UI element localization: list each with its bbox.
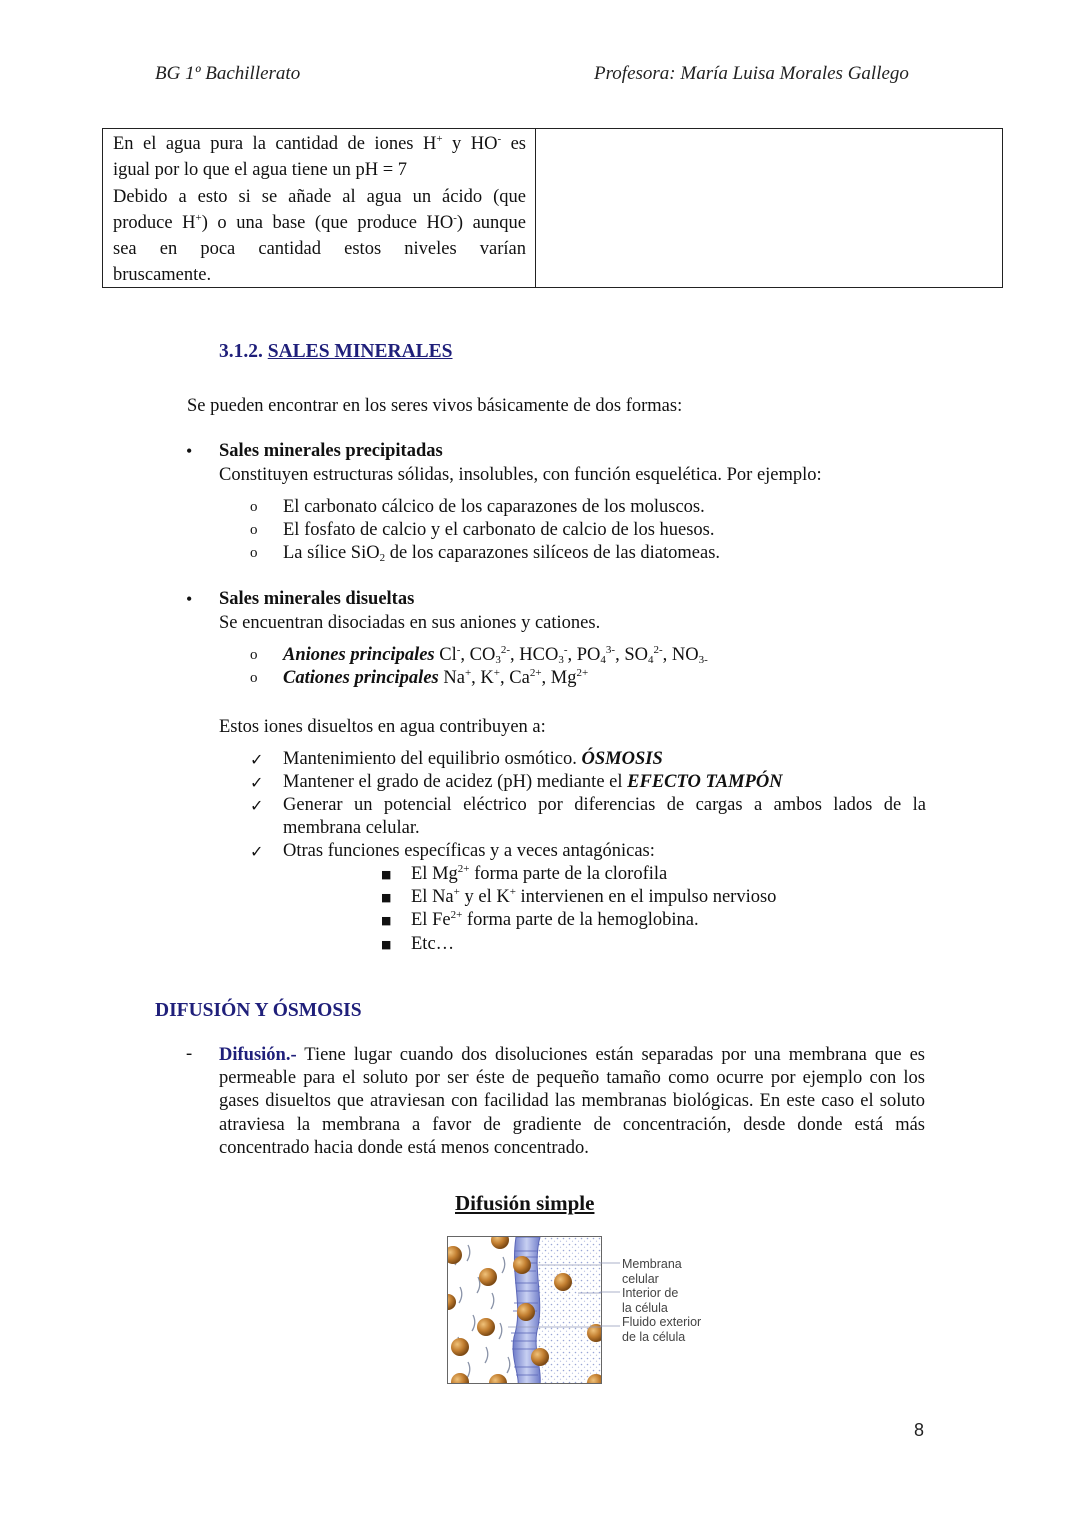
list-item: ■ El $Fe^{2+}$ forma parte de la hemoglobina. bbox=[381, 909, 776, 932]
precipitadas-title: Sales minerales precipitadas bbox=[219, 441, 443, 461]
label-interior: Interior de bbox=[622, 1286, 679, 1300]
label-membrana: Membrana bbox=[622, 1257, 682, 1271]
label-fluido: Fluido exterior bbox=[622, 1315, 702, 1329]
list-item: o El carbonato cálcico de los caparazones de los moluscos. bbox=[250, 497, 705, 517]
list-item: o La sílice SiO$_2$ de los caparazones silíceos de las diatomeas. bbox=[250, 543, 721, 564]
list-item: o El fosfato de calcio y el carbonato de calcio de los huesos. bbox=[250, 520, 715, 540]
label-membrana-2: celular bbox=[622, 1271, 659, 1286]
list-item: ■ El Na+ y el K+ intervienen en el impulso nervioso bbox=[381, 886, 776, 909]
specific-functions-list bbox=[381, 863, 776, 956]
table-cell-left bbox=[103, 129, 536, 287]
bullet-icon: • bbox=[186, 589, 193, 609]
section-intro: Se pueden encontrar en los seres vivos básicamente de dos formas: bbox=[187, 396, 683, 416]
bullet-icon: • bbox=[186, 441, 193, 461]
circle-bullet-icon: o bbox=[250, 499, 258, 515]
square-bullet-icon: ■ bbox=[381, 868, 392, 881]
table-line: Debido a esto si se añade al agua un ácido (que bbox=[113, 186, 526, 207]
page-number: 8 bbox=[914, 1420, 925, 1440]
ions-list bbox=[250, 644, 708, 690]
table-line: produce H+) o una base (que produce HO-) aunque bbox=[113, 211, 526, 233]
table-line: igual por lo que el agua tiene un pH = 7 bbox=[113, 160, 408, 181]
label-fluido-2: de la célula bbox=[622, 1329, 686, 1344]
circle-bullet-icon: o bbox=[250, 545, 258, 561]
precipitadas-text: Constituyen estructuras sólidas, insolubles, con función esquelética. Por ejemplo: bbox=[219, 465, 822, 485]
disueltas-title: Sales minerales disueltas bbox=[219, 589, 415, 609]
ph-table bbox=[102, 128, 1003, 288]
anions-item: o Aniones principales Cl-, $CO_3^{2-}$, $HCO_3^-$, $PO_4^{3-}$, $SO_4^{2-}$, $NO_{3-}$ bbox=[250, 644, 708, 666]
circle-bullet-icon: o bbox=[250, 522, 258, 538]
table-line: sea en poca cantidad estos niveles varían bbox=[113, 239, 526, 260]
functions-list bbox=[250, 748, 926, 863]
section-title-link: SALES MINERALES bbox=[267, 341, 453, 362]
diffusion-term: Difusión.- bbox=[219, 1045, 297, 1065]
check-icon: ✓ bbox=[250, 842, 264, 861]
diffusion-paragraph: Difusión.- Tiene lugar cuando dos disoluciones están separadas por una membrana que es permeable para el soluto por ser éste de pequeño tamaño como ocurre por ejemplo con los gases disueltos que atraviesan con facilidad las membranas biológicas. En este caso el soluto atraviesa la membrana a favor de gradiente de concentración, desde donde está más concentrado hacia donde está menos concentrado. bbox=[219, 1045, 925, 1158]
table-line: En el agua pura la cantidad de iones H+ y HO- es bbox=[113, 133, 526, 154]
check-icon: ✓ bbox=[250, 773, 264, 792]
disueltas-text: Se encuentran disociadas en sus aniones y cationes. bbox=[219, 613, 601, 633]
cations-item: o Cationes principales Na+, K+, $Ca^{2+}$, $Mg^{2+}$ bbox=[250, 667, 589, 688]
dash-bullet-icon: - bbox=[186, 1044, 193, 1064]
label-interior-2: la célula bbox=[622, 1300, 668, 1315]
figure-labels bbox=[622, 1257, 701, 1344]
diffusion-section-title: DIFUSIÓN Y ÓSMOSIS bbox=[155, 1000, 362, 1021]
circle-bullet-icon: o bbox=[250, 647, 258, 663]
square-bullet-icon: ■ bbox=[381, 937, 392, 951]
table-cell-right bbox=[536, 129, 1002, 287]
table-line: bruscamente. bbox=[113, 265, 212, 286]
circle-bullet-icon: o bbox=[250, 670, 258, 686]
functions-intro: Estos iones disueltos en agua contribuyen a: bbox=[219, 717, 546, 737]
list-item: ✓ Generar un potencial eléctrico por diferencias de cargas a ambos lados de la membrana celular. bbox=[250, 795, 926, 838]
membrane-diagram-icon bbox=[448, 1237, 602, 1384]
list-item: ■ El $Mg^{2+}$ forma parte de la clorofila bbox=[381, 863, 776, 886]
check-icon: ✓ bbox=[250, 750, 264, 769]
header-course: BG 1º Bachillerato bbox=[155, 63, 301, 84]
figure-leader-lines bbox=[600, 1255, 622, 1345]
square-bullet-icon: ■ bbox=[381, 914, 392, 928]
check-icon: ✓ bbox=[250, 796, 264, 815]
list-item: ✓ Otras funciones específicas y a veces antagónicas: bbox=[250, 841, 655, 861]
list-item: ✓ Mantener el grado de acidez (pH) mediante el EFECTO TAMPÓN bbox=[250, 772, 783, 792]
list-item: ✓ Mantenimiento del equilibrio osmótico. ÓSMOSIS bbox=[250, 749, 663, 769]
precipitadas-list bbox=[250, 496, 720, 565]
list-item: ■ Etc… bbox=[381, 933, 776, 956]
figure-title: Difusión simple bbox=[455, 1191, 595, 1215]
section-title: 3.1.2. SALES MINERALES bbox=[219, 341, 453, 362]
diffusion-diagram bbox=[447, 1236, 602, 1384]
square-bullet-icon: ■ bbox=[381, 891, 392, 905]
header-teacher: Profesora: María Luisa Morales Gallego bbox=[594, 63, 909, 84]
